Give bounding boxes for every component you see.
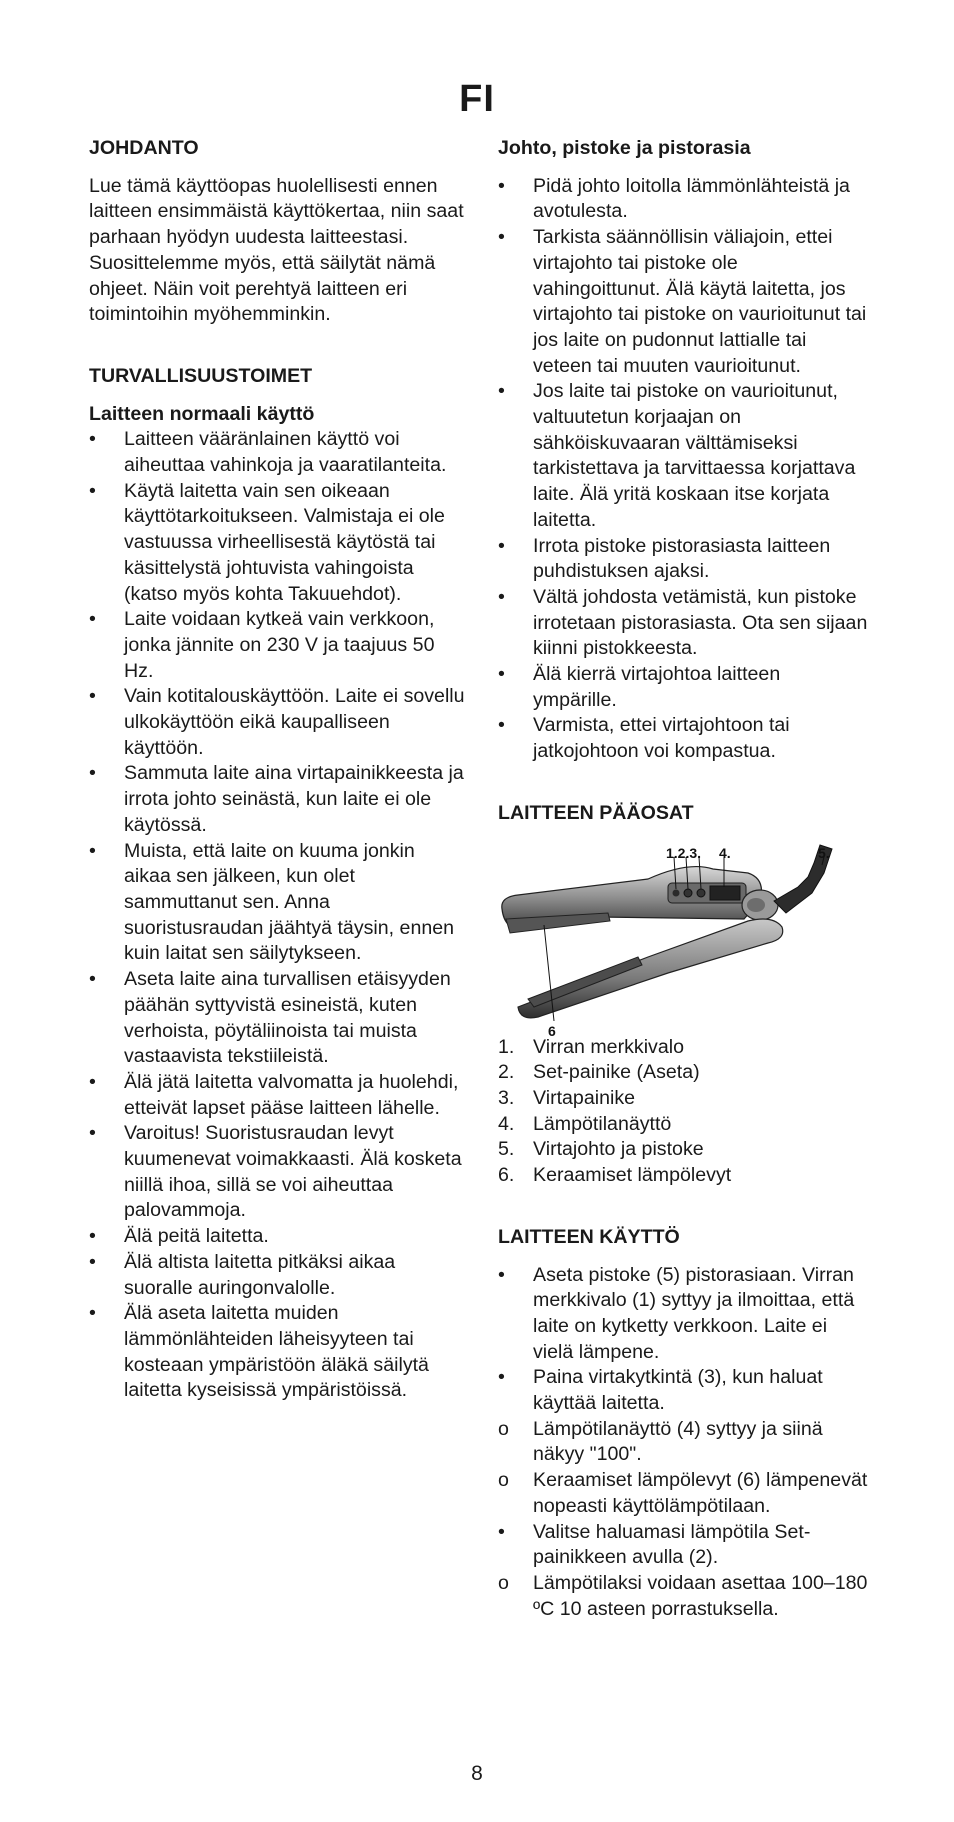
safety-heading: TURVALLISUUSTOIMET: [89, 364, 313, 387]
sub-bullet-icon: o: [498, 1417, 509, 1440]
item-number: 1.: [498, 1035, 515, 1058]
bullet-icon: •: [498, 1366, 505, 1389]
list-item: [89, 607, 465, 684]
list-item: [89, 1224, 465, 1250]
intro-heading: JOHDANTO: [89, 137, 199, 159]
list-item-text: Älä aseta laitetta muiden lämmönlähteiden läheisyyteen tai kosteaan ympäristöön äläkä säilytä laitetta kyseisissä ympäristöissä.: [124, 1302, 429, 1402]
parts-list: [498, 1035, 868, 1189]
item-number: 3.: [498, 1086, 515, 1109]
cord-heading: Johto, pistoke ja pistorasia: [498, 137, 751, 159]
list-item-text: Laite voidaan kytkeä vain verkkoon, jonka jännite on 230 V ja taajuus 50 Hz.: [124, 608, 435, 682]
list-item: [89, 1121, 465, 1224]
list-item-text: Tarkista säännöllisin väliajoin, ettei virtajohto tai pistoke ole vahingoittunut. Älä käytä laitetta, jos virtajohto tai pistoke on vaurioitunut tai jos laite on pudonnut lattialle tai veteen tai muuten vaurioitunut.: [533, 226, 867, 377]
list-item-text: Vältä johdosta vetämistä, kun pistoke irrotetaan pistorasiasta. Ota sen sijaan kiinni pistokkeesta.: [533, 585, 868, 660]
set-button: [684, 889, 692, 897]
list-item: [498, 1060, 868, 1086]
sub-bullet-icon: o: [498, 1469, 509, 1492]
list-item: [498, 1086, 868, 1112]
figure-label-4: 4.: [719, 844, 731, 861]
list-item-text: Älä kierrä virtajohtoa laitteen ympärille.: [533, 663, 781, 711]
bullet-icon: •: [89, 1250, 96, 1273]
list-item-text: Varoitus! Suoristusraudan levyt kuumenevat voimakkaasti. Älä kosketa niillä ihoa, sillä se voi aiheuttaa palovammoja.: [124, 1122, 462, 1222]
list-item-text: Laitteen vääränlainen käyttö voi aiheuttaa vahinkoja ja vaaratilanteita.: [124, 428, 447, 477]
power-led: [673, 889, 680, 896]
list-item-text: Lämpötilanäyttö (4) syttyy ja siinä näkyy "100".: [533, 1417, 823, 1466]
list-item: [498, 1571, 868, 1622]
list-item: [498, 1365, 868, 1416]
list-item: [498, 534, 868, 585]
bullet-icon: •: [498, 1520, 505, 1543]
figure-label-6: 6: [548, 1022, 556, 1039]
list-item: [498, 1035, 868, 1061]
list-item-text: Virtapainike: [533, 1086, 636, 1109]
list-item-text: Aseta pistoke (5) pistorasiaan. Virran merkkivalo (1) syttyy ja ilmoittaa, että laite on kytketty verkkoon. Laite ei vielä lämpene.: [533, 1263, 855, 1363]
bullet-icon: •: [89, 1225, 96, 1248]
bullet-icon: •: [498, 585, 505, 608]
list-item-text: Älä peitä laitetta.: [124, 1225, 269, 1248]
list-item: [498, 174, 868, 225]
bullet-icon: •: [89, 1122, 96, 1145]
temperature-display: [710, 886, 740, 900]
list-item-text: Paina virtakytkintä (3), kun haluat käyttää laitetta.: [533, 1366, 823, 1415]
list-item: [498, 585, 868, 662]
bullet-icon: •: [498, 174, 505, 197]
power-button: [697, 889, 705, 897]
list-item-text: Jos laite tai pistoke on vaurioitunut, valtuutetun korjaajan on sähköiskuvaaran välttämiseksi tarkistettava ja tarvittaessa korjattava laite. Älä yritä koskaan itse korjata laitetta.: [533, 380, 856, 531]
normal-use-heading: Laitteen normaali käyttö: [89, 402, 315, 425]
left-column: [89, 136, 465, 1404]
bullet-icon: •: [498, 663, 505, 686]
bullet-icon: •: [89, 1302, 96, 1325]
figure-label-5: 5.: [818, 844, 830, 861]
bullet-icon: •: [89, 428, 96, 451]
list-item: [89, 761, 465, 838]
usage-heading: LAITTEEN KÄYTTÖ: [498, 1225, 680, 1248]
list-item: [89, 1250, 465, 1301]
bullet-icon: •: [498, 534, 505, 557]
list-item: [498, 1468, 868, 1519]
list-item-text: Älä jätä laitetta valvomatta ja huolehdi, etteivät lapset pääse laitteen lähelle.: [124, 1070, 459, 1119]
list-item: [89, 1070, 465, 1121]
list-item: [498, 1263, 868, 1366]
item-number: 4.: [498, 1112, 515, 1135]
bullet-icon: •: [89, 479, 96, 502]
list-item-text: Set-painike (Aseta): [533, 1061, 700, 1084]
list-item: [498, 662, 868, 713]
list-item: [498, 225, 868, 379]
list-item-text: Valitse haluamasi lämpötila Set-painikkeen avulla (2).: [533, 1520, 811, 1569]
list-item-text: Sammuta laite aina virtapainikkeesta ja irrota johto seinästä, kun laite ei ole käytössä.: [124, 762, 464, 836]
bullet-icon: •: [89, 968, 96, 991]
list-item: [89, 839, 465, 968]
list-item-text: Vain kotitalouskäyttöön. Laite ei sovellu ulkokäyttöön eikä kaupalliseen käyttöön.: [124, 685, 465, 759]
list-item: [89, 479, 465, 608]
list-item-text: Käytä laitetta vain sen oikeaan käyttötarkoitukseen. Valmistaja ei ole vastuussa virheellisestä käytöstä tai käsittelystä johtuvista vahingoista (katso myös kohta Takuuehdot).: [124, 479, 445, 605]
figure-label-1-2-3: 1.2.3.: [666, 844, 702, 861]
list-item-text: Pidä johto loitolla lämmönlähteistä ja avotulesta.: [533, 174, 850, 223]
list-item: [498, 1163, 868, 1189]
list-item: [89, 684, 465, 761]
list-item-text: Muista, että laite on kuuma jonkin aikaa sen jälkeen, kun olet sammuttanut sen. Anna suoristusraudan jäähtyä täysin, ennen kuin laitat sen säilytykseen.: [124, 839, 455, 965]
list-item-text: Älä altista laitetta pitkäksi aikaa suoralle auringonvalolle.: [124, 1250, 396, 1299]
list-item-text: Keraamiset lämpölevyt (6) lämpenevät nopeasti käyttölämpötilaan.: [533, 1469, 868, 1517]
list-item: [498, 379, 868, 533]
list-item: [498, 713, 868, 764]
list-item-text: Varmista, ettei virtajohtoon tai jatkojohtoon voi kompastua.: [533, 714, 790, 763]
bullet-icon: •: [498, 226, 505, 249]
list-item-text: Irrota pistoke pistorasiasta laitteen puhdistuksen ajaksi.: [533, 534, 831, 583]
list-item-text: Virtajohto ja pistoke: [533, 1138, 704, 1161]
list-item: [498, 1520, 868, 1571]
list-item-text: Lämpötilanäyttö: [533, 1112, 672, 1135]
list-item-text: Keraamiset lämpölevyt: [533, 1164, 732, 1187]
intro-text: Lue tämä käyttöopas huolellisesti ennen laitteen ensimmäistä käyttökertaa, niin saat parhaan hyödyn uudesta laitteestasi. Suosittelemme myös, että säilytät nämä ohjeet. Näin voit perehtyä laitteen eri toimintoihin myöhemminkin.: [89, 174, 464, 326]
item-number: 2.: [498, 1061, 515, 1084]
bullet-icon: •: [498, 714, 505, 737]
bullet-icon: •: [498, 380, 505, 403]
parts-heading: LAITTEEN PÄÄOSAT: [498, 801, 694, 824]
hair-straightener-illustration: [498, 839, 868, 1035]
list-item: [89, 1301, 465, 1404]
normal-use-list: [89, 427, 465, 1404]
right-column: [498, 136, 868, 1622]
bullet-icon: •: [89, 839, 96, 862]
hair-straightener-figure: [498, 839, 868, 1039]
item-number: 6.: [498, 1164, 515, 1187]
list-item-text: Virran merkkivalo: [533, 1035, 684, 1058]
list-item: [498, 1137, 868, 1163]
list-item: [89, 967, 465, 1070]
bullet-icon: •: [89, 685, 96, 708]
cord-list: [498, 174, 868, 765]
bullet-icon: •: [89, 608, 96, 631]
lower-arm: [518, 919, 783, 1018]
item-number: 5.: [498, 1138, 515, 1161]
bullet-icon: •: [89, 1070, 96, 1093]
usage-list: [498, 1263, 868, 1623]
list-item-text: Lämpötilaksi voidaan asettaa 100–180 ºC 10 asteen porrastuksella.: [533, 1571, 868, 1620]
list-item-text: Aseta laite aina turvallisen etäisyyden päähän syttyvistä esineistä, kuten verhoista, pöytäliinoista tai muista vastaavista tekstiileistä.: [124, 968, 451, 1068]
bullet-icon: •: [89, 762, 96, 785]
page-number: 8: [471, 1762, 483, 1785]
list-item: [498, 1112, 868, 1138]
page-title: FI: [459, 78, 495, 120]
list-item: [89, 427, 465, 478]
sub-bullet-icon: o: [498, 1571, 509, 1594]
bullet-icon: •: [498, 1263, 505, 1286]
list-item: [498, 1417, 868, 1468]
